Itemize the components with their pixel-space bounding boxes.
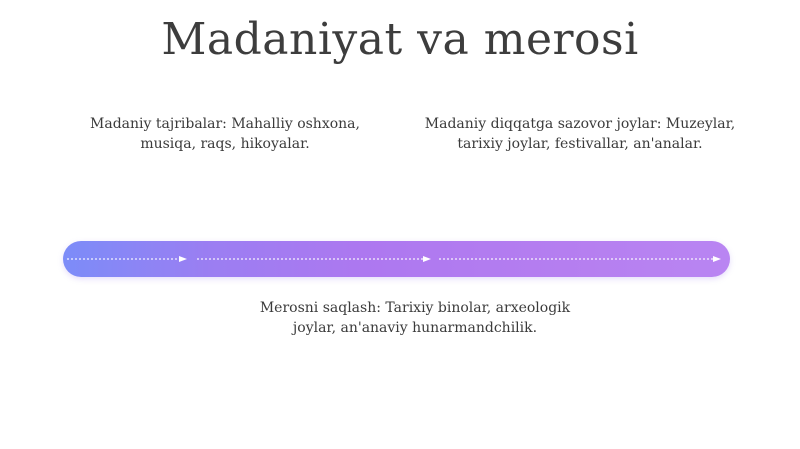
- timeline-arrows: [63, 241, 730, 277]
- timeline-bar: [63, 241, 730, 277]
- cultural-experiences-text: Madaniy tajribalar: Mahalliy oshxona, musiqa, raqs, hikoyalar.: [90, 116, 360, 152]
- arrow-head-icon: [179, 256, 187, 262]
- slide-title: Madaniyat va merosi: [161, 14, 639, 65]
- cultural-attractions-text: Madaniy diqqatga sazovor joylar: Muzeylar, tarixiy joylar, festivallar, an'analar.: [424, 116, 736, 152]
- arrow-head-icon: [713, 256, 721, 262]
- arrow-head-icon: [423, 256, 431, 262]
- heritage-preservation-text: Merosni saqlash: Tarixiy binolar, arxeologik joylar, an'anaviy hunarmandchilik.: [259, 300, 571, 336]
